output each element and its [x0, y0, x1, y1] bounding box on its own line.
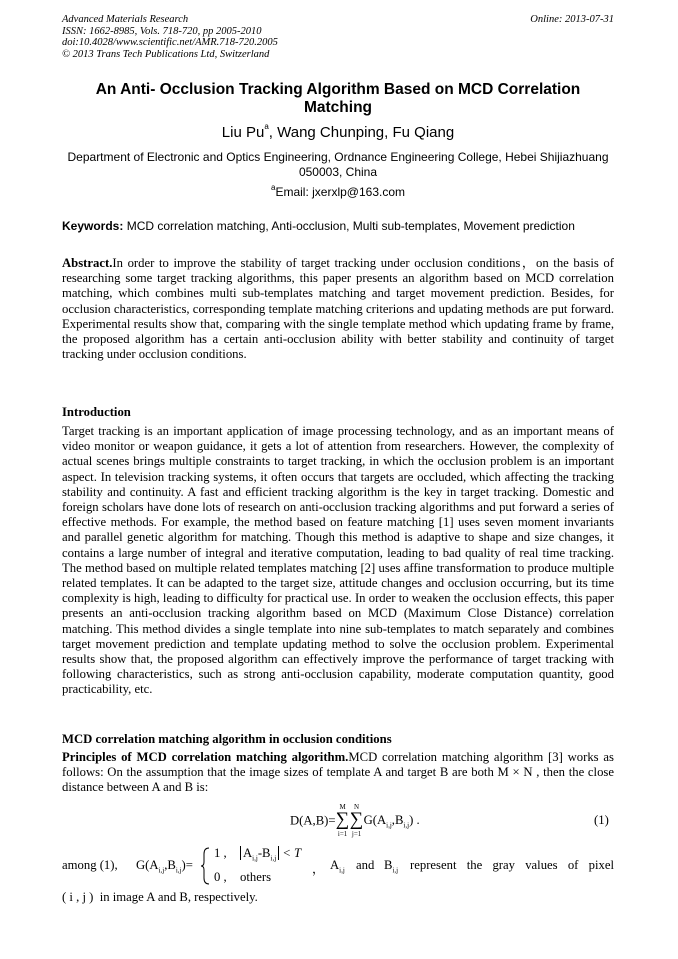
eq1-mid: ,B — [391, 812, 404, 827]
keywords-label: Keywords: — [62, 219, 124, 233]
keywords — [62, 219, 614, 233]
affiliation: Department of Electronic and Optics Engineering, Ordnance Engineering College, Hebei Shijiazhuang 050003, China — [67, 150, 609, 179]
abstract-text: In order to improve the stability of target tracking under occlusion conditions，on the basis of researching some target tracking algorithms, this paper presents an algorithm based on MCD correlation matching, which combines multi sub-templates matching and target movement prediction. Besides, for occlusion characteristics, corresponding template matching criterions and updating methods are put forward. Experimental results show that, comparing with the single template method which updating frame by frame, the proposed algorithm has a certain anti-occlusion ability with better stability and continuity of target tracking under occlusion conditions. — [62, 256, 614, 362]
copyright: © 2013 Trans Tech Publications Ltd, Switzerland — [62, 48, 270, 60]
case1-lt: < T — [282, 846, 302, 860]
g-def — [136, 858, 193, 875]
case2-value: 0 , — [214, 870, 227, 884]
b-ij — [384, 858, 398, 875]
g-sub2: i,j — [175, 866, 182, 875]
email: Email: jxerxlp@163.com — [275, 185, 405, 199]
authors — [62, 124, 614, 141]
sum-j — [350, 803, 364, 839]
and-text: and — [356, 858, 375, 872]
sum-j-bot: j=1 — [351, 830, 362, 838]
case1-condition — [240, 846, 301, 863]
author-first: Liu Pu — [221, 124, 265, 141]
a-ij-sub: i,j — [339, 866, 345, 875]
g-def-a: G(A — [136, 858, 159, 872]
sigma-icon: ∑ — [335, 809, 350, 830]
mcd-heading: MCD correlation matching algorithm in occlusion conditions — [62, 732, 392, 746]
brace-icon — [201, 846, 211, 886]
email-line — [62, 185, 614, 199]
intro-heading: Introduction — [62, 405, 131, 419]
abstract — [62, 256, 614, 362]
a-ij — [330, 858, 345, 875]
issn: ISSN: 1662-8985, Vols. 718-720, pp 2005-2010 — [62, 25, 262, 37]
journal-name: Advanced Materials Research — [62, 14, 189, 25]
principles-math: M × N — [493, 765, 537, 780]
piecewise-definition — [62, 846, 614, 886]
principles-text: MCD correlation matching algorithm [3] works as follows: On the assumption that the image sizes of template A and target B are both — [62, 750, 614, 780]
email-sup: a — [270, 183, 276, 192]
sum-i-top: M — [339, 803, 346, 811]
equation-number: (1) — [594, 813, 609, 827]
ij-label: ( i , j ) — [62, 890, 94, 904]
g-end: )= — [181, 858, 193, 872]
eq1-sub1: i,j — [386, 821, 392, 830]
case1-a: A — [243, 846, 253, 860]
principles-tail: , then the close distance between A and B is: — [62, 765, 614, 795]
represent-text: represent the gray values of pixel — [410, 858, 614, 872]
sigma-icon: ∑ — [349, 809, 364, 830]
b-ij-b: B — [384, 858, 393, 872]
case1-b: -B — [257, 846, 271, 860]
eq1-lhs: D(A,B)= — [290, 813, 336, 828]
abstract-label: Abstract. — [62, 256, 113, 270]
case1-value: 1 , — [214, 846, 227, 860]
intro-text: Target tracking is an important application of image processing technology, and as an important means of video monitor or weapon guidance, it gets a lot of attention from researchers. However, the complexity of actual scenes brings multiple constraints to target tracking, in which the occlusion problem is an important aspect. In television tracking systems, it often occurs that targets are occluded, which affecting the tracking stability and continuity. A fast and efficient tracking algorithm is the key in target tracking. Domestic and foreign scholars have done lots of research on anti-occlusion tracking algorithms and put forward a series of effective methods. For example, the method based on feature matching [1] uses seven moment invariants and parallel genetic algorithm for matching. Though this method is adaptive to shape and size changes, it contains a large number of integral and iterative computation, leading to bad quality of real time tracking. The method based on multiple related templates matching [2] uses affine transformation to produce multiple related templates. It can be adapted to the target size, attitude changes and occlusion occurring, but its time complexity is high, leading to difficulty for practical use. In order to weaken the occlusion effects, this paper presents an anti-occlusion tracking algorithm based on MCD (Maximum Close Distance) correlation matching. This method divides a single template into nine sub-templates to match separately and combines target movement prediction and template updating method to solve the occlusion problem. Experimental results show that, the proposed algorithm can effectively improve the performance of target tracking with following characteristics, such as strong anti-occlusion capability, moderate computation quantity, good practicability, etc. — [62, 424, 614, 697]
author-sup: a — [264, 122, 269, 131]
online-date: Online: 2013-07-31 — [530, 14, 614, 25]
sum-i — [336, 803, 350, 839]
ij-tail: in image A and B, respectively. — [99, 890, 258, 904]
paper-title: An Anti- Occlusion Tracking Algorithm Based on MCD Correlation Matching — [95, 81, 581, 116]
pixel-line — [62, 890, 258, 905]
eq1-rhs: G(A — [363, 812, 387, 827]
doi: doi:10.4028/www.scientific.net/AMR.718-720.2005 — [62, 37, 278, 48]
principles-label: Principles of MCD correlation matching algorithm. — [62, 750, 349, 764]
case1-sub1: i,j — [252, 854, 258, 863]
author-rest: , Wang Chunping, Fu Qiang — [268, 124, 455, 141]
comma: ， — [312, 862, 325, 876]
a-ij-a: A — [330, 858, 340, 872]
sum-i-bot: i=1 — [337, 830, 348, 838]
eq1-sub2: i,j — [403, 821, 410, 830]
among-text: among (1), — [62, 858, 118, 872]
g-mid: ,B — [164, 858, 176, 872]
eq1-end: ) . — [409, 812, 420, 827]
journal-header — [62, 14, 614, 60]
case1-sub2: i,j — [270, 854, 277, 863]
sum-j-top: N — [354, 803, 360, 811]
g-sub1: i,j — [158, 866, 165, 875]
case2-condition: others — [240, 870, 272, 884]
principles-paragraph — [62, 750, 614, 796]
keywords-text: MCD correlation matching, Anti-occlusion, Multi sub-templates, Movement prediction — [123, 219, 575, 233]
b-ij-sub: i,j — [392, 866, 399, 875]
equation-1 — [290, 803, 420, 839]
